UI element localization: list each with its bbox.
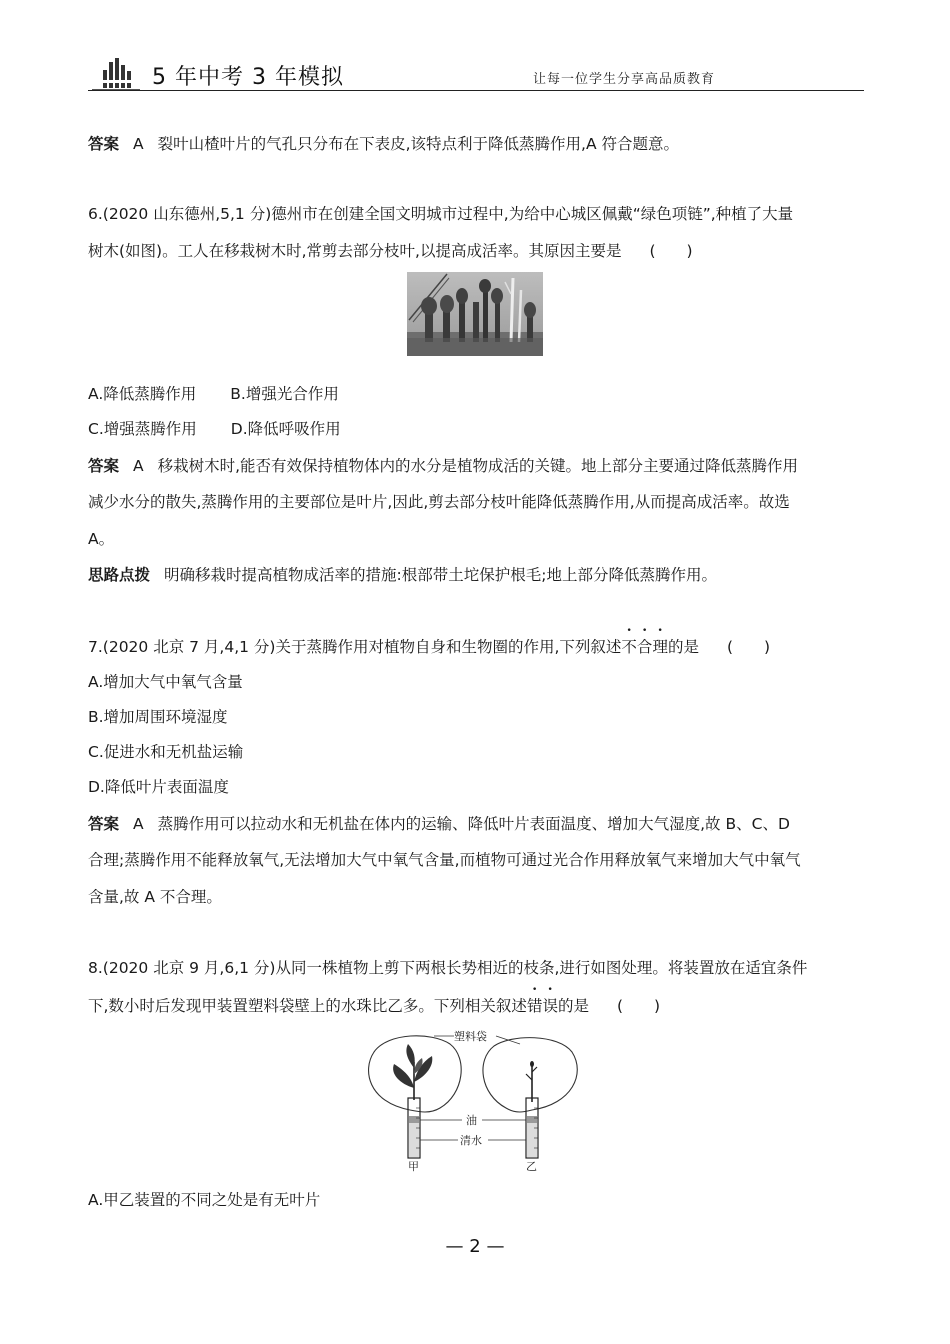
answer-text: 裂叶山楂叶片的气孔只分布在下表皮,该特点利于降低蒸腾作用,A 符合题意。 (157, 135, 680, 153)
q6-stem-line2 (88, 241, 693, 261)
answer-paren: ( ) (726, 638, 771, 656)
answer-label: 答案 (88, 457, 120, 475)
emph-char: 理 (652, 638, 668, 656)
tip-label: 思路点拨 (88, 566, 151, 584)
q7-option-d: D.降低叶片表面温度 (88, 778, 229, 796)
q7-stem-post: 的是 (667, 638, 699, 656)
q6-answer-line2: 减少水分的散失,蒸腾作用的主要部位是叶片,因此,剪去部分枝叶能降低蒸腾作用,从而提高成活率。故选 (88, 493, 790, 511)
q7-answer-line1 (88, 814, 790, 834)
answer-text: 移栽树木时,能否有效保持植物体内的水分是植物成活的关键。地上部分主要通过降低蒸腾作用 (157, 457, 799, 475)
q8-stem-emphasis (527, 997, 558, 1015)
header-slogan: 让每一位学生分享高品质教育 (533, 72, 716, 87)
q7-option-a: A.增加大气中氧气含量 (88, 673, 243, 691)
q8-stem-pre: 下,数小时后发现甲装置塑料袋壁上的水珠比乙多。下列相关叙述 (88, 997, 527, 1015)
answer-label: 答案 (88, 135, 120, 153)
answer-text: 蒸腾作用可以拉动水和无机盐在体内的运输、降低叶片表面温度、增加大气湿度,故 B、C、D (157, 815, 790, 833)
q7-stem-emphasis (621, 638, 668, 656)
header-rule (88, 90, 864, 91)
emph-char: 误 (542, 997, 558, 1015)
figure-label-bag: 塑料袋 (454, 1030, 487, 1043)
figure-label-right: 乙 (526, 1160, 537, 1172)
answer-paren: ( ) (649, 242, 693, 260)
q7-option-c: C.促进水和无机盐运输 (88, 743, 244, 761)
q7-answer-line3: 含量,故 A 不合理。 (88, 888, 222, 906)
q6-option-d: D.降低呼吸作用 (230, 420, 341, 438)
transpiration-experiment-figure (360, 1022, 590, 1172)
figure-label-left: 甲 (408, 1160, 419, 1172)
q8-option-a: A.甲乙装置的不同之处是有无叶片 (88, 1191, 321, 1209)
q7-stem (88, 637, 770, 657)
q8-stem-line1: 8.(2020 北京 9 月,6,1 分)从同一株植物上剪下两根长势相近的枝条,进行如图处理。将装置放在适宜条件 (88, 959, 808, 977)
q5-answer (88, 134, 679, 154)
q6-option-a: A.降低蒸腾作用 (88, 385, 197, 403)
answer-paren: ( ) (616, 997, 661, 1015)
bar-chart-logo-icon (90, 56, 146, 94)
emph-char: 合 (636, 638, 653, 656)
q6-tip (88, 565, 717, 585)
emph-char: 不 (621, 638, 637, 656)
answer-choice: A (133, 457, 144, 475)
q6-option-c: C.增强蒸腾作用 (88, 420, 197, 438)
figure-label-water: 清水 (460, 1134, 482, 1147)
q6-options-row2 (88, 419, 341, 439)
page-number: — 2 — (445, 1236, 505, 1257)
q8-stem-line2 (88, 996, 660, 1016)
answer-choice: A (133, 135, 144, 153)
q7-answer-line2: 合理;蒸腾作用不能释放氧气,无法增加大气中氧气含量,而植物可通过光合作用释放氧气来增加大气中氧气 (88, 851, 801, 869)
answer-choice: A (133, 815, 144, 833)
emph-char: 错 (526, 997, 543, 1015)
tip-text: 明确移栽时提高植物成活率的措施:根部带土坨保护根毛;地上部分降低蒸腾作用。 (164, 566, 717, 584)
q6-stem-text: 树木(如图)。工人在移栽树木时,常剪去部分枝叶,以提高成活率。其原因主要是 (88, 242, 622, 260)
figure-label-oil: 油 (466, 1114, 477, 1127)
q6-answer-line1 (88, 456, 798, 476)
answer-label: 答案 (88, 815, 120, 833)
plastic-bag-right (483, 1038, 577, 1112)
header-title: 5 年中考 3 年模拟 (152, 65, 344, 90)
q6-answer-line3: A。 (88, 530, 115, 548)
q8-stem-post: 的是 (557, 997, 589, 1015)
q6-option-b: B.增强光合作用 (230, 385, 339, 403)
q6-options-row1 (88, 384, 339, 404)
q7-stem-pre: 7.(2020 北京 7 月,4,1 分)关于蒸腾作用对植物自身和生物圈的作用,下列叙述 (88, 638, 622, 656)
transplanted-trees-photo (407, 272, 543, 356)
q6-stem-line1: 6.(2020 山东德州,5,1 分)德州市在创建全国文明城市过程中,为给中心城区佩戴“绿色项链”,种植了大量 (88, 205, 794, 223)
q7-option-b: B.增加周围环境湿度 (88, 708, 228, 726)
plastic-bag-left (369, 1036, 462, 1112)
